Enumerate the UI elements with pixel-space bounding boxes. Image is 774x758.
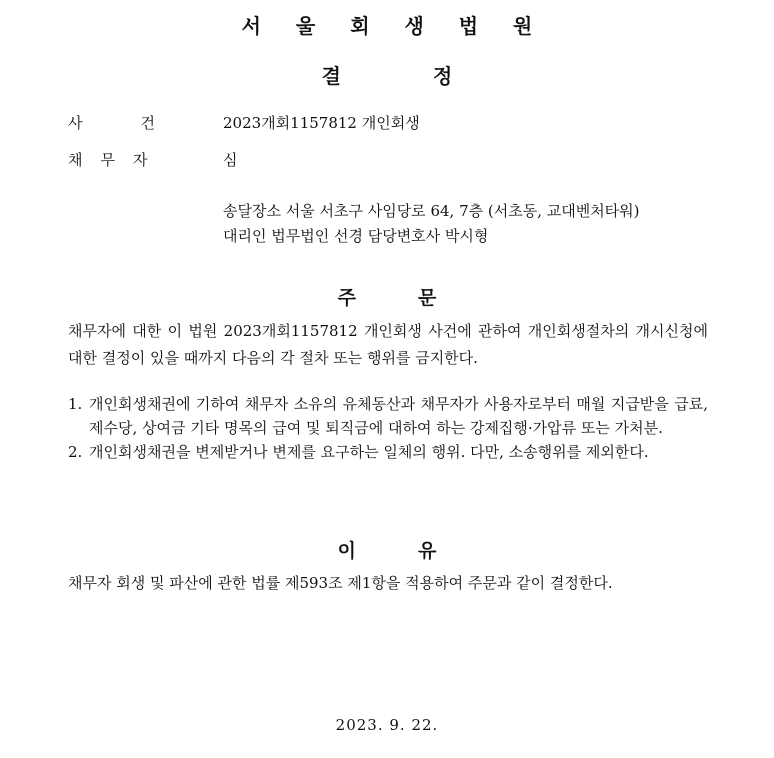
reason-title-char-2: 유 [418, 540, 437, 562]
service-address: 송달장소 서울 서초구 사임당로 64, 7층 (서초동, 교대벤처타워) [223, 202, 640, 220]
case-label: 사건 [68, 114, 213, 132]
order-section-title [0, 283, 774, 310]
list-item [68, 440, 708, 464]
order-title-char-1: 주 [337, 287, 356, 309]
list-item-text: 개인회생채권을 변제받거나 변제를 요구하는 일체의 행위. 다만, 소송행위를 제외한다. [89, 443, 649, 461]
list-item [68, 392, 708, 440]
case-value: 2023개회1157812 개인회생 [223, 114, 420, 132]
list-item-number: 1. [68, 395, 83, 413]
list-item-number: 2. [68, 443, 83, 461]
reason-section-title [0, 536, 774, 563]
order-title-char-2: 문 [418, 287, 437, 309]
document-type-char-1: 결 [321, 64, 341, 88]
prohibited-acts-list [68, 392, 708, 464]
debtor-label: 채무자 [68, 151, 166, 169]
document-type-char-2: 정 [433, 64, 453, 88]
reason-title-char-1: 이 [337, 540, 356, 562]
debtor-details [223, 199, 640, 249]
order-intro-paragraph: 채무자에 대한 이 법원 2023개회1157812 개인회생 사건에 관하여 개인회생절차의 개시신청에 대한 결정이 있을 때까지 다음의 각 절차 또는 행위를 금지한다. [68, 322, 708, 367]
list-item-text: 개인회생채권에 기하여 채무자 소유의 유체동산과 채무자가 사용자로부터 매월 지급받을 급료, 제수당, 상여금 기타 명목의 급여 및 퇴직금에 대하여 하는 강제집행·가압류 또는 가처분. [89, 395, 708, 437]
reason-paragraph: 채무자 회생 및 파산에 관한 법률 제593조 제1항을 적용하여 주문과 같이 결정한다. [68, 574, 613, 592]
debtor-value: 심 [223, 151, 238, 169]
document-type-heading [0, 60, 774, 89]
decision-date: 2023. 9. 22. [335, 716, 439, 734]
legal-agent: 대리인 법무법인 선경 담당변호사 박시형 [223, 227, 489, 245]
court-name: 서 울 회 생 법 원 [241, 14, 547, 38]
